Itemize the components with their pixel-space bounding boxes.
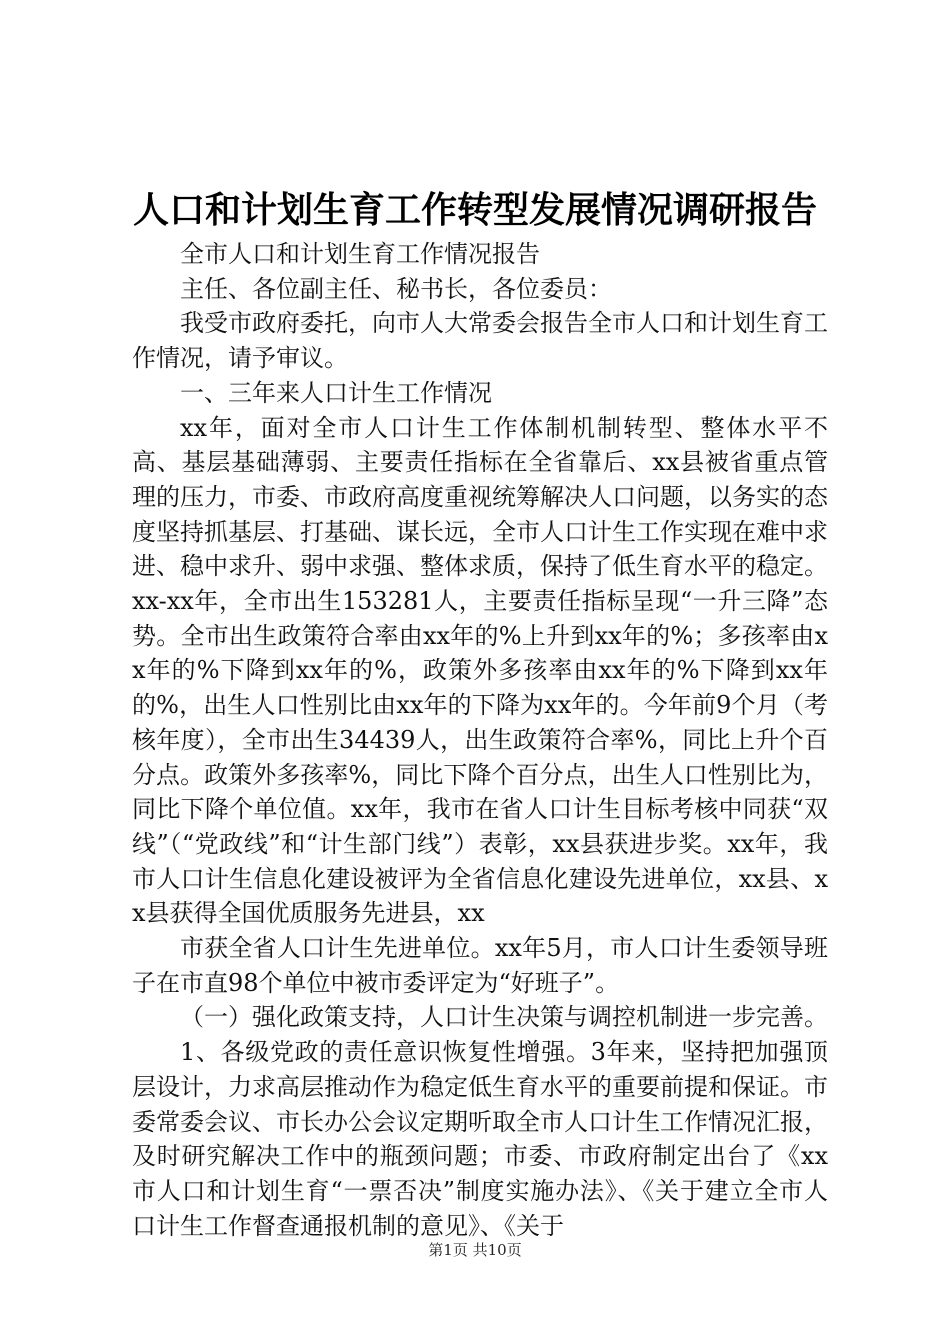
report-heading-paragraph: 全市人口和计划生育工作情况报告 [180, 240, 540, 268]
section-heading: 一、三年来人口计生工作情况 [180, 378, 492, 407]
page-number-footer: 第1页 共10页 [428, 1241, 522, 1259]
body-paragraph: xx年，面对全市人口计生工作体制机制转型、整体水平不高、基层基础薄弱、主要责任指标在全省靠后、xx县被省重点管理的压力，市委、市政府高度重视统筹解决人口问题，以务实的态度坚持抓基层、打基础、谋长远，全市人口计生工作实现在难中求进、稳中求升、弱中求强、整体求质，保持了低生育水平的稳定。xx-xx年，全市出生153281人，主要责任指标呈现“一升三降”态势。全市出生政策符合率由xx年的%上升到xx年的%；多孩率由xx年的%下降到xx年的%，政策外多孩率由xx年的%下降到xx年的%，出生人口性别比由xx年的下降为xx年的。今年前9个月（考核年度），全市出生34439人，出生政策符合率%，同比上升个百分点。政策外多孩率%，同比下降个百分点，出生人口性别比为，同比下降个单位值。xx年，我市在省人口计生目标考核中同获“双线”（“党政线”和“计生部门线”）表彰，xx县获进步奖。xx年，我市人口计生信息化建设被评为全省信息化建设先进单位，xx县、xx县获得全国优质服务先进县，xx [132, 413, 828, 928]
salutation-paragraph: 主任、各位副主任、秘书长，各位委员： [180, 274, 612, 303]
subsection-heading: （一）强化政策支持，人口计生决策与调控机制进一步完善。 [180, 1003, 828, 1032]
intro-paragraph: 我受市政府委托，向市人大常委会报告全市人口和计划生育工作情况，请予审议。 [132, 309, 828, 373]
document-title: 人口和计划生育工作转型发展情况调研报告 [132, 190, 817, 231]
document-body [132, 237, 828, 1243]
body-paragraph: 1、各级党政的责任意识恢复性增强。3年来，坚持把加强顶层设计，力求高层推动作为稳定低生育水平的重要前提和保证。市委常委会议、市长办公会议定期听取全市人口计生工作情况汇报，及时研究解决工作中的瓶颈问题；市委、市政府制定出台了《xx市人口和计划生育“一票否决”制度实施办法》、《关于建立全市人口计生工作督查通报机制的意见》、《关于 [132, 1038, 828, 1240]
body-paragraph: 市获全省人口计生先进单位。xx年5月，市人口计生委领导班子在市直98个单位中被市委评定为“好班子”。 [132, 934, 828, 997]
